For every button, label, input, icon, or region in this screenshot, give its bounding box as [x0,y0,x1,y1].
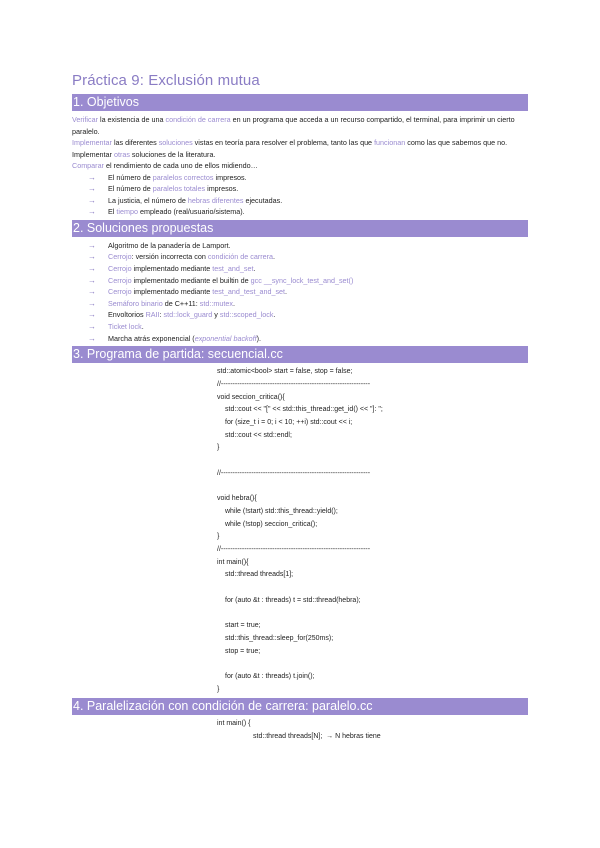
code-line: start = true; [225,622,261,630]
code-line: //---------------------------------------------------------------- [217,546,371,554]
code-line: for (auto &t : threads) t = std::thread(hebra); [225,596,361,604]
list-item: → Marcha atrás exponencial (exponential backoff). [88,333,528,345]
text: como las que sabemos que no. [405,138,508,147]
list-item: → El número de paralelos correctos impresos. [88,172,528,184]
list-item: → El tiempo empleado (real/usuario/sistema). [88,206,528,218]
section-heading-secuencial: 3. Programa de partida: secuencial.cc [72,346,528,363]
code-block [217,366,528,696]
code-line: std::cout << std::endl; [225,431,292,439]
text: Implementar [72,149,114,159]
paragraph [72,114,528,137]
code-line: } [217,685,220,693]
list-item: → Cerrojo implementado mediante test_and_test_and_set. [88,286,528,298]
text: la existencia de una [97,115,166,124]
objetivos-content [72,114,528,218]
code-line: //---------------------------------------------------------------- [217,469,371,477]
code-line: int main() { [217,720,251,728]
page-title: Práctica 9: Exclusión mutua [72,72,260,89]
code-line: for (auto &t : threads) t.join(); [225,673,315,681]
list-item: → El número de paralelos totales impresos. [88,183,528,195]
code-line: } [217,444,220,452]
bullet-list [88,240,528,344]
text: el rendimiento de cada uno de ellos midiendo… [103,161,258,170]
list-item: → Cerrojo implementado mediante test_and_set. [88,263,528,275]
highlight: otras [113,149,130,159]
code-line: std::thread threads[1]; [225,571,294,579]
code-line: stop = true; [225,647,261,655]
list-item: → Cerrojo implementado mediante el builtin de gcc __sync_lock_test_and_set() [88,275,528,287]
highlight: Verificar [72,115,98,124]
list-item: → Algoritmo de la panadería de Lamport. [88,240,528,252]
paragraph [72,149,528,161]
code-line: std::this_thread::sleep_for(250ms); [225,634,334,642]
section-heading-soluciones: 2. Soluciones propuestas [72,220,528,237]
highlight: condición de carrera [165,115,231,124]
text: en un programa que acceda a un recurso compartido, el terminal, para imprimir un cierto paralelo. [72,115,515,136]
highlight: funcionan [374,138,406,147]
paragraph [72,160,528,172]
code-line: void hebra(){ [217,495,257,503]
text: las diferentes [111,138,159,147]
list-item: → La justicia, el número de hebras diferentes ejecutadas. [88,195,528,207]
section-heading-paralelo: 4. Paralelización con condición de carrera: paralelo.cc [72,698,528,715]
text: soluciones de la literatura. [129,149,216,159]
bullet-list [88,172,528,218]
list-item: → Envoltorios RAII: std::lock_guard y std::scoped_lock. [88,309,528,321]
code-line: while (!stop) seccion_critica(); [225,520,318,528]
highlight: soluciones [158,138,193,147]
list-item: → Cerrojo: versión incorrecta con condición de carrera. [88,251,528,263]
paragraph [72,137,528,149]
code-line: std::thread threads[N]; → N hebras tiene [253,733,381,741]
code-line: while (!start) std::this_thread::yield(); [225,507,338,515]
highlight: Implementar [72,138,112,147]
code-line: void seccion_critica(){ [217,393,285,401]
text: vistas en teoría para resolver el problema, tanto las que [192,138,375,147]
code-line: std::atomic<bool> start = false, stop = false; [217,368,353,376]
code-line: std::cout << "[" << std::this_thread::get_id() << "]: "; [225,406,383,414]
list-item: → Ticket lock. [88,321,528,333]
section-heading-objetivos: 1. Objetivos [72,94,528,111]
list-item: → Semáforo binario de C++11: std::mutex. [88,298,528,310]
code-line: int main(){ [217,558,249,566]
code-block [217,718,528,743]
code-line: for (size_t i = 0; i < 10; ++i) std::cout << i; [225,419,353,427]
highlight: Comparar [72,161,104,170]
document-page [72,70,528,744]
code-line: } [217,533,220,541]
code-line: //---------------------------------------------------------------- [217,380,371,388]
